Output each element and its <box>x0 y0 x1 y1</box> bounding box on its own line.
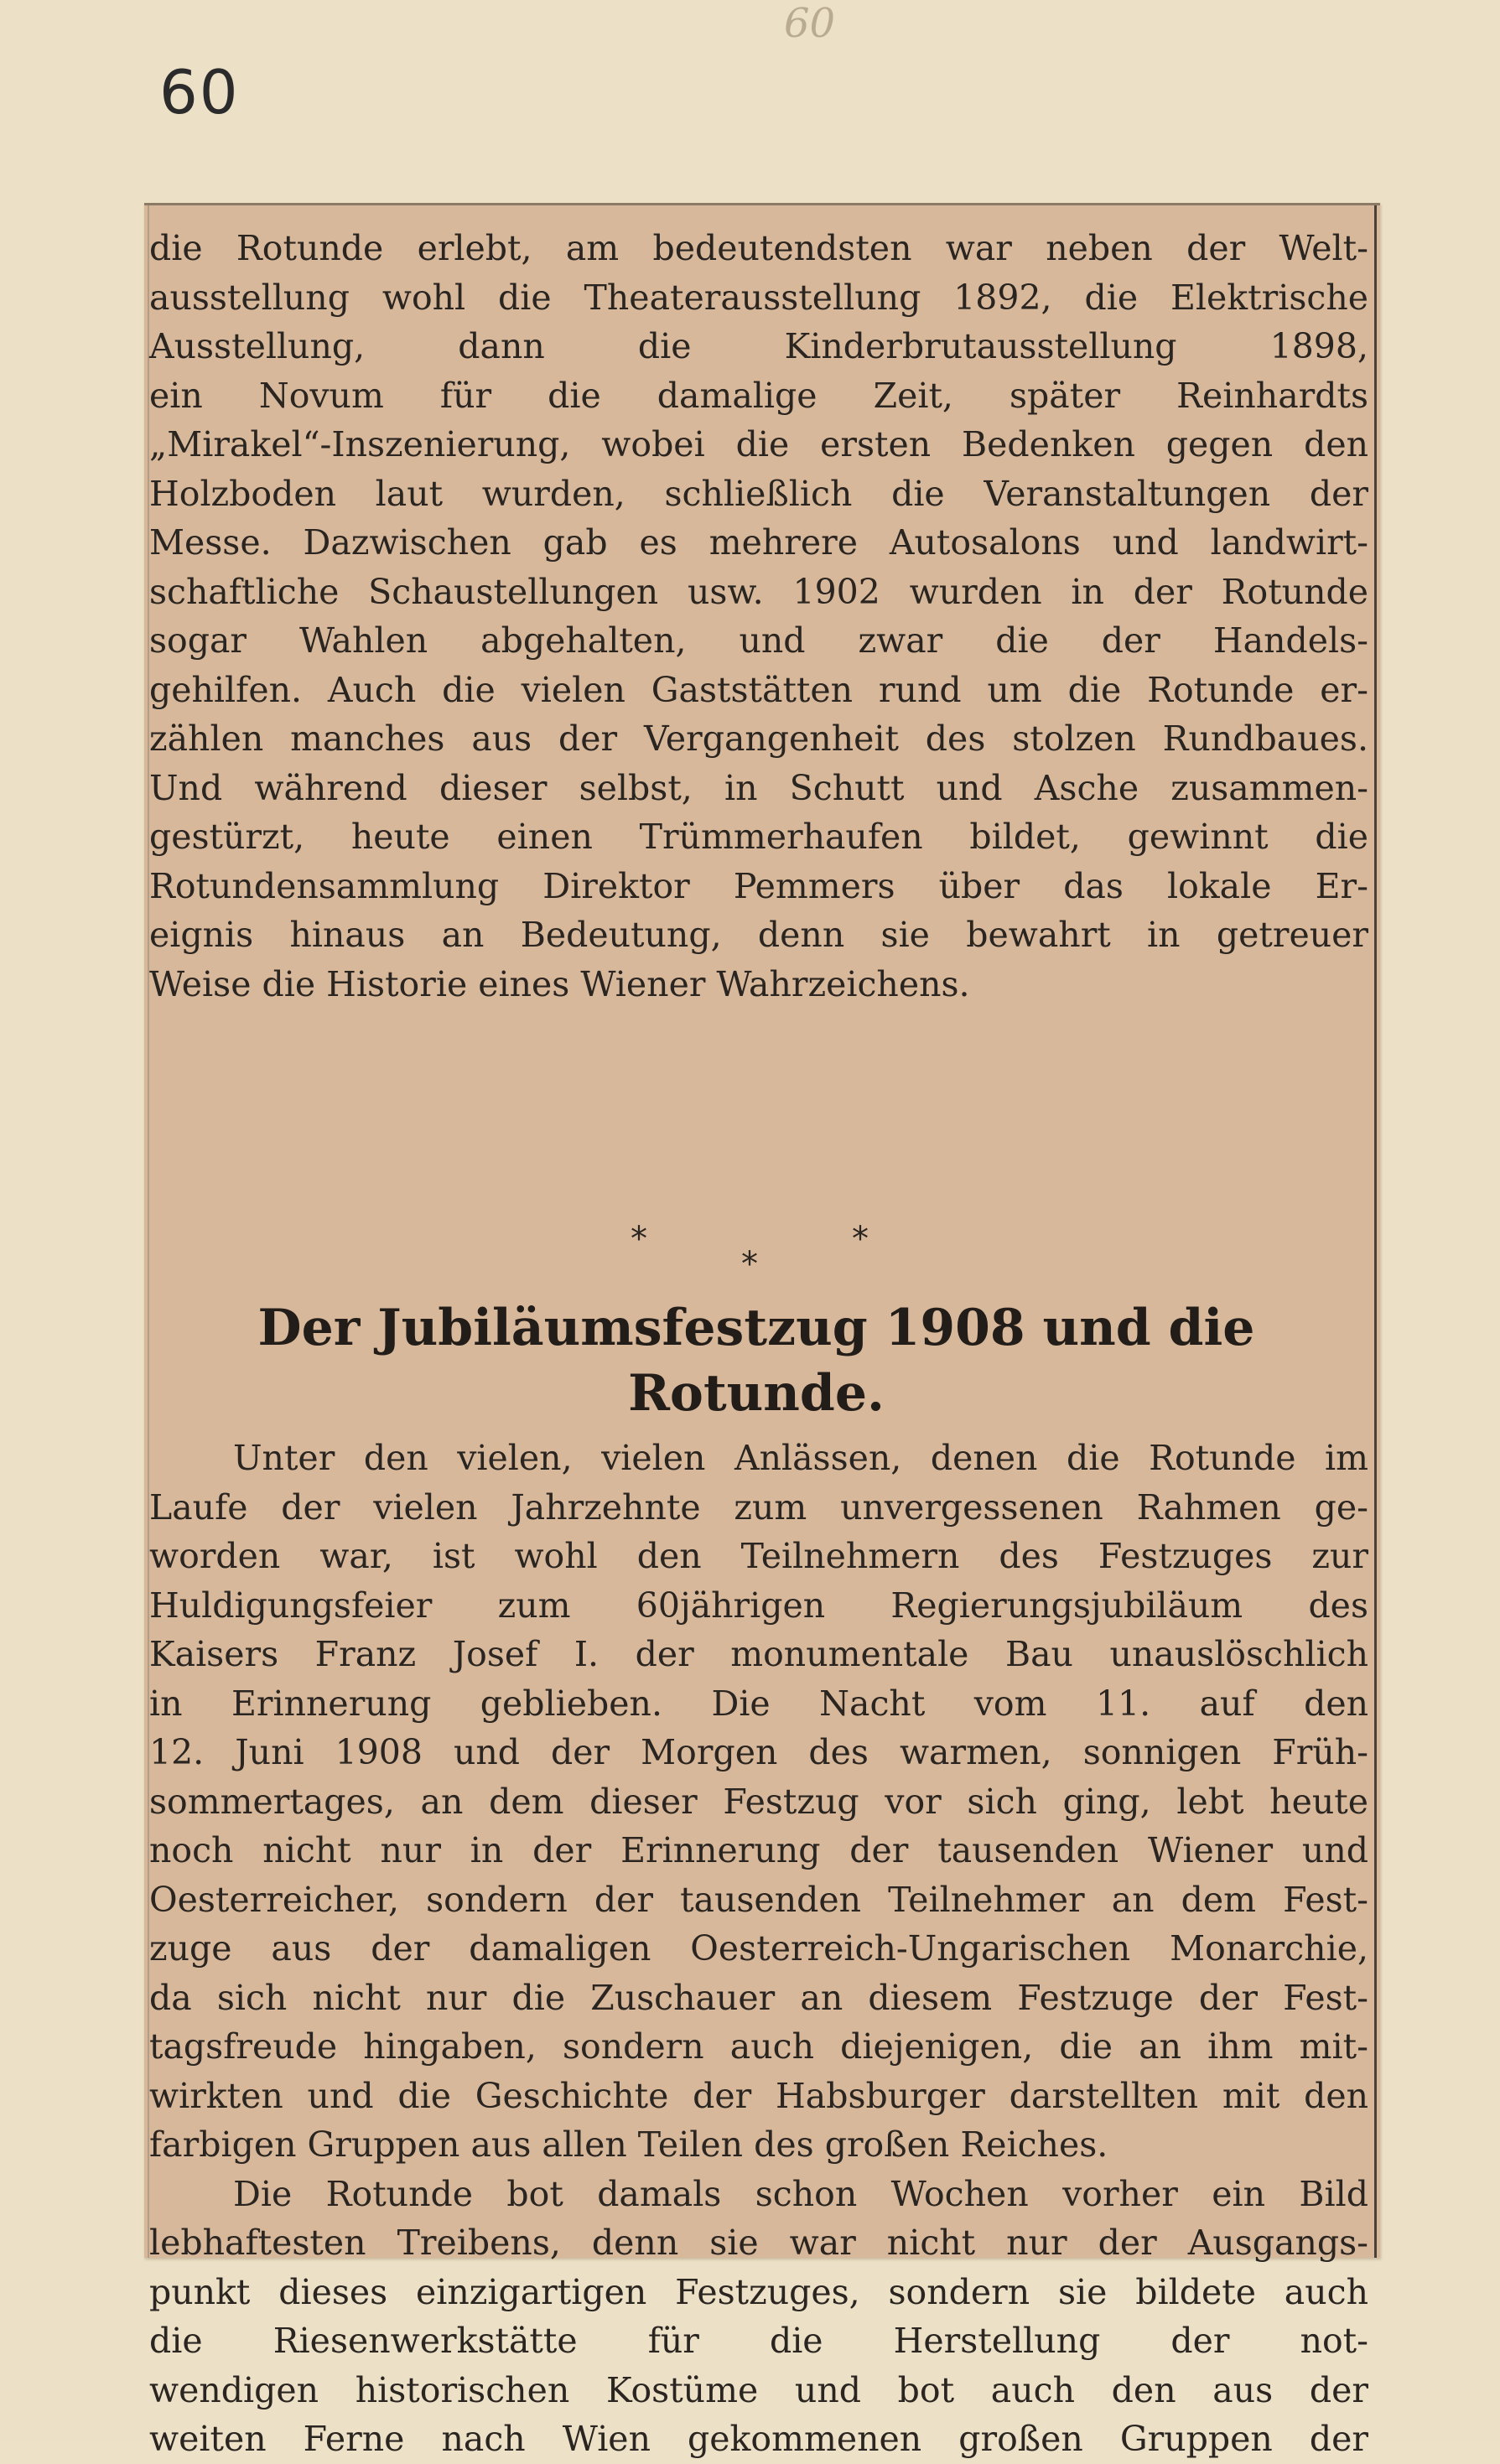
text-line: eignis hinaus an Bedeutung, denn sie bewahrt in getreuer <box>149 915 1368 955</box>
page-number: 60 <box>159 57 240 127</box>
text-line: da sich nicht nur die Zuschauer an diesem Festzuge der Fest- <box>149 1977 1368 2018</box>
text-line: „Mirakel“-Inszenierung, wobei die ersten Bedenken gegen den <box>149 424 1368 464</box>
separator-star: * <box>852 1220 869 1258</box>
separator-star: * <box>741 1245 758 1284</box>
article-headline <box>144 1295 1368 1426</box>
text-line: wirkten und die Geschichte der Habsburger darstellten mit den <box>149 2075 1368 2116</box>
text-line: ausstellung wohl die Theaterausstellung 1892, die Elektrische <box>149 277 1368 318</box>
text-line: noch nicht nur in der Erinnerung der tausenden Wiener und <box>149 1830 1368 1870</box>
text-line: zuge aus der damaligen Oesterreich-Ungarischen Monarchie, <box>149 1928 1368 1969</box>
text-line: weiten Ferne nach Wien gekommenen großen Gruppen der <box>149 2419 1368 2459</box>
pencil-mark: 60 <box>784 0 836 47</box>
article-continuation <box>149 224 1368 1009</box>
text-line: wendigen historischen Kostüme und bot auch den aus der <box>149 2369 1368 2410</box>
text-line: Unter den vielen, vielen Anlässen, denen die Rotunde im <box>233 1438 1368 1478</box>
text-line: die Rotunde erlebt, am bedeutendsten war neben der Welt- <box>149 228 1368 268</box>
text-line: zählen manches aus der Vergangenheit des stolzen Rundbaues. <box>149 718 1368 759</box>
text-line: ein Novum für die damalige Zeit, später Reinhardts <box>149 375 1368 416</box>
newspaper-clipping <box>144 203 1380 2459</box>
text-line: farbigen Gruppen aus allen Teilen des großen Reiches. <box>149 2124 1108 2165</box>
text-line: Weise die Historie eines Wiener Wahrzeichens. <box>149 963 970 1004</box>
text-line: tagsfreude hingaben, sondern auch diejenigen, die an ihm mit- <box>149 2026 1368 2067</box>
text-line: Die Rotunde bot damals schon Wochen vorher ein Bild <box>233 2173 1368 2214</box>
text-line: worden war, ist wohl den Teilnehmern des Festzuges zur <box>149 1536 1368 1576</box>
separator-star: * <box>631 1220 647 1258</box>
text-line: Kaisers Franz Josef I. der monumentale Bau unauslöschlich <box>149 1634 1368 1674</box>
text-line: 12. Juni 1908 und der Morgen des warmen, sonnigen Früh- <box>149 1732 1368 1772</box>
headline-line: Rotunde. <box>628 1364 885 1423</box>
text-line: Oesterreicher, sondern der tausenden Teilnehmer an dem Fest- <box>149 1879 1368 1920</box>
text-line: Huldigungsfeier zum 60jährigen Regierungsjubiläum des <box>149 1585 1368 1626</box>
text-line: gehilfen. Auch die vielen Gaststätten rund um die Rotunde er- <box>149 669 1368 710</box>
text-line: die Riesenwerkstätte für die Herstellung der not- <box>149 2321 1368 2361</box>
text-line: lebhaftesten Treibens, denn sie war nicht nur der Ausgangs- <box>149 2223 1368 2263</box>
text-line: Holzboden laut wurden, schließlich die Veranstaltungen der <box>149 473 1368 514</box>
text-line: schaftliche Schaustellungen usw. 1902 wurden in der Rotunde <box>149 571 1368 612</box>
text-line: gestürzt, heute einen Trümmerhaufen bildet, gewinnt die <box>149 817 1368 857</box>
headline-line: Der Jubiläumsfestzug 1908 und die <box>257 1299 1255 1357</box>
text-line: sommertages, an dem dieser Festzug vor sich ging, lebt heute <box>149 1781 1368 1822</box>
text-line: Und während dieser selbst, in Schutt und Asche zusammen- <box>149 767 1368 808</box>
text-line: in Erinnerung geblieben. Die Nacht vom 11. auf den <box>149 1683 1368 1724</box>
text-line: Rotundensammlung Direktor Pemmers über das lokale Er- <box>149 865 1368 906</box>
section-separator <box>144 1220 1368 1287</box>
text-line: Messe. Dazwischen gab es mehrere Autosalons und landwirt- <box>149 522 1368 563</box>
article-body <box>149 1434 1368 2464</box>
text-line: Ausstellung, dann die Kinderbrutausstellung 1898, <box>149 326 1368 366</box>
text-line: punkt dieses einzigartigen Festzuges, sondern sie bildete auch <box>149 2271 1368 2312</box>
text-line: Laufe der vielen Jahrzehnte zum unvergessenen Rahmen ge- <box>149 1486 1368 1528</box>
text-line: sogar Wahlen abgehalten, und zwar die der Handels- <box>149 620 1368 661</box>
column-rule-right <box>1374 205 1377 2258</box>
